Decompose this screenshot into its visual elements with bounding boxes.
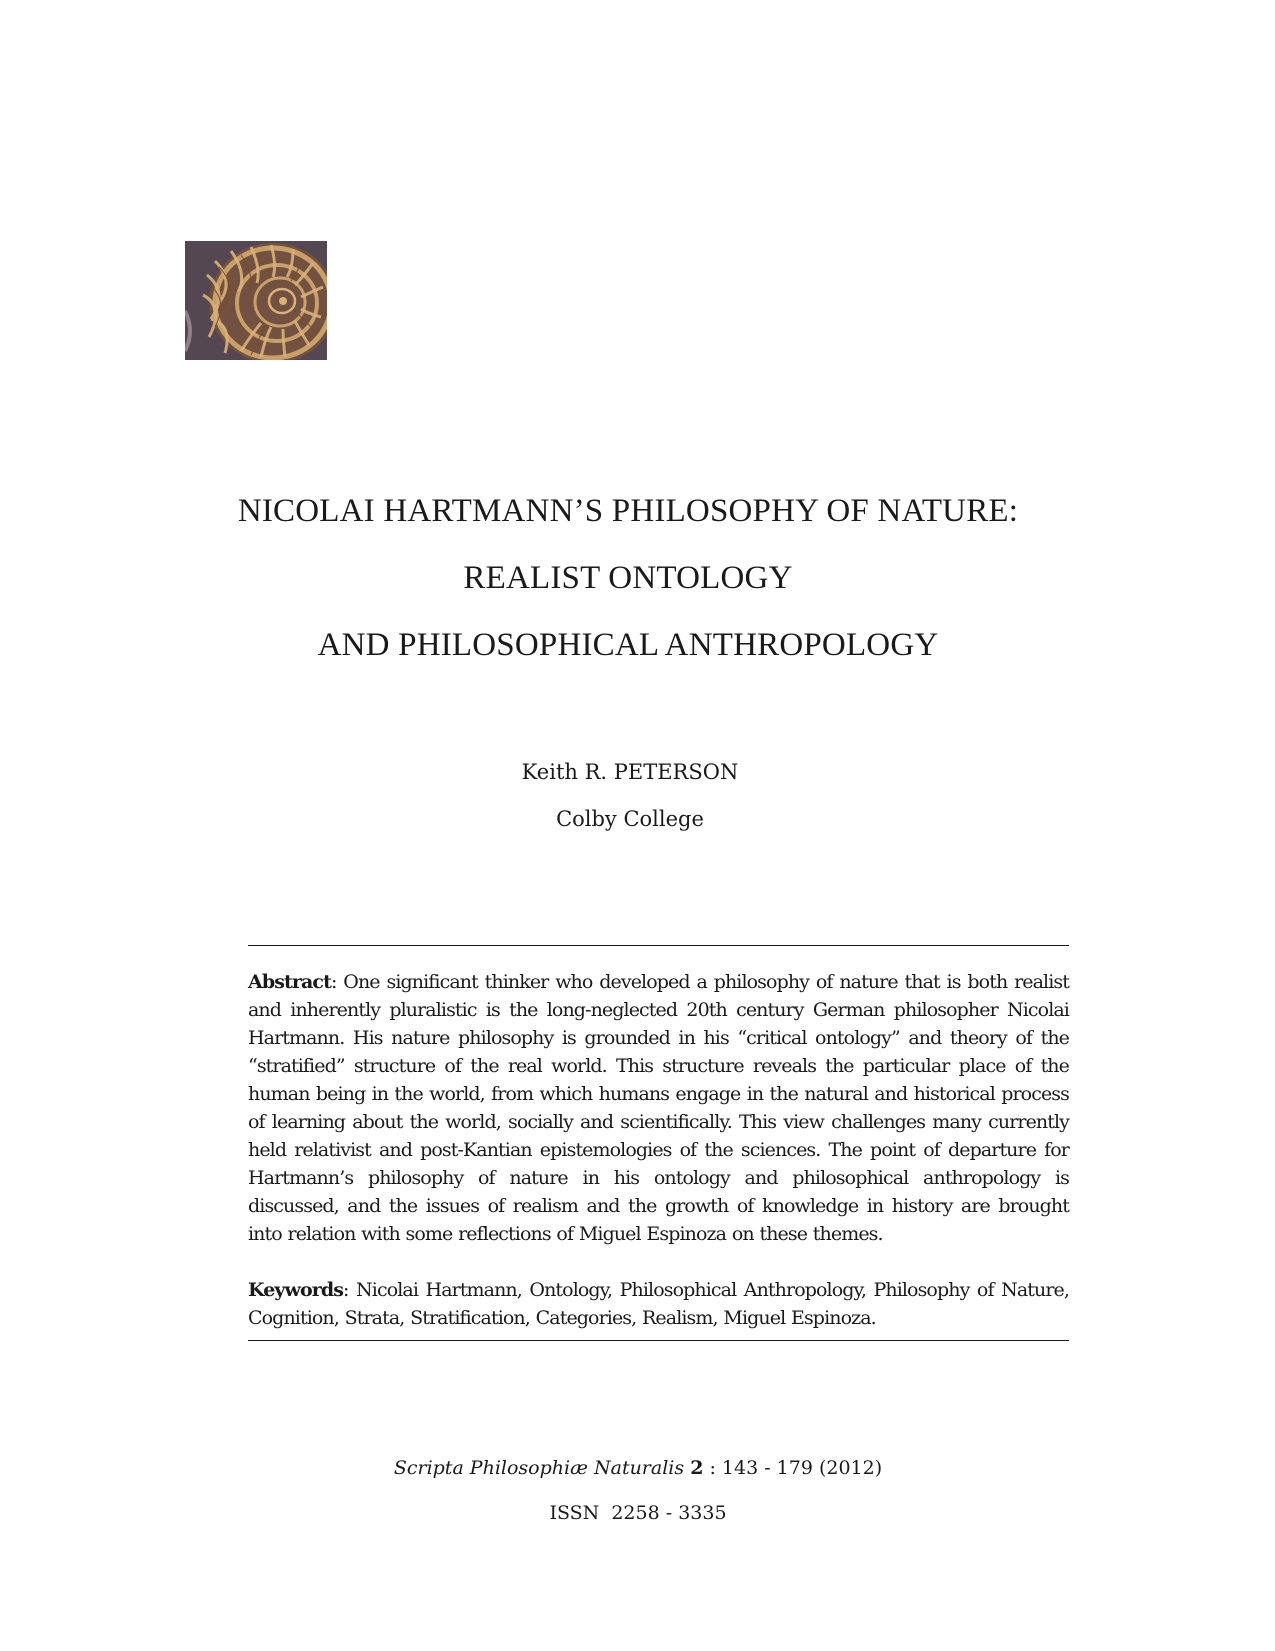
title-line-1: NICOLAI HARTMANN’S PHILOSOPHY OF NATURE: — [237, 493, 1019, 529]
title-line-3: AND PHILOSOPHICAL ANTHROPOLOGY — [317, 627, 939, 663]
abstract-body: : One significant thinker who developed a philosophy of nature that is both realist and inherently pluralistic is the long-neglected 20th century German philosopher Nicolai Hartmann. His nature philosophy is grounded in his “critical ontology” and theory of the “stratified” structure of the real world. This structure reveals the particular place of the human being in the world, from which humans engage in the natural and historical process of learning about the world, socially and scientifically. This view challenges many currently held relativist and post-Kantian epistemologies of the sciences. The point of departure for Hartmann’s philosophy of nature in his ontology and philosophical anthropology is discussed, and the issues of realism and the growth of knowledge in history are brought into relation with some reflections of Miguel Espinoza on these themes. — [248, 971, 1069, 1245]
journal-volume: 2 — [690, 1457, 704, 1479]
author-block — [380, 749, 880, 843]
author-name: Keith R. PETERSON — [521, 760, 739, 784]
journal-name: Scripta Philosophiæ Naturalis — [393, 1457, 685, 1479]
abstract-section — [248, 945, 1069, 1341]
abstract-label: Abstract — [248, 971, 331, 993]
keywords-paragraph — [248, 1276, 1069, 1332]
keywords-label: Keywords — [248, 1279, 344, 1301]
author-affiliation: Colby College — [556, 807, 704, 831]
nautilus-shell-icon — [185, 241, 327, 360]
journal-footer — [300, 1446, 976, 1536]
issn: ISSN 2258 - 3335 — [549, 1502, 727, 1524]
title-line-2: REALIST ONTOLOGY — [463, 560, 793, 596]
keywords-body: : Nicolai Hartmann, Ontology, Philosophical Anthropology, Philosophy of Nature, Cognition, Strata, Stratification, Categories, Realism, Miguel Espinoza. — [248, 1279, 1069, 1329]
paper-title — [140, 478, 1116, 679]
citation-line — [300, 1446, 976, 1491]
journal-pages: : 143 - 179 (2012) — [703, 1457, 883, 1479]
abstract-paragraph — [248, 968, 1069, 1248]
